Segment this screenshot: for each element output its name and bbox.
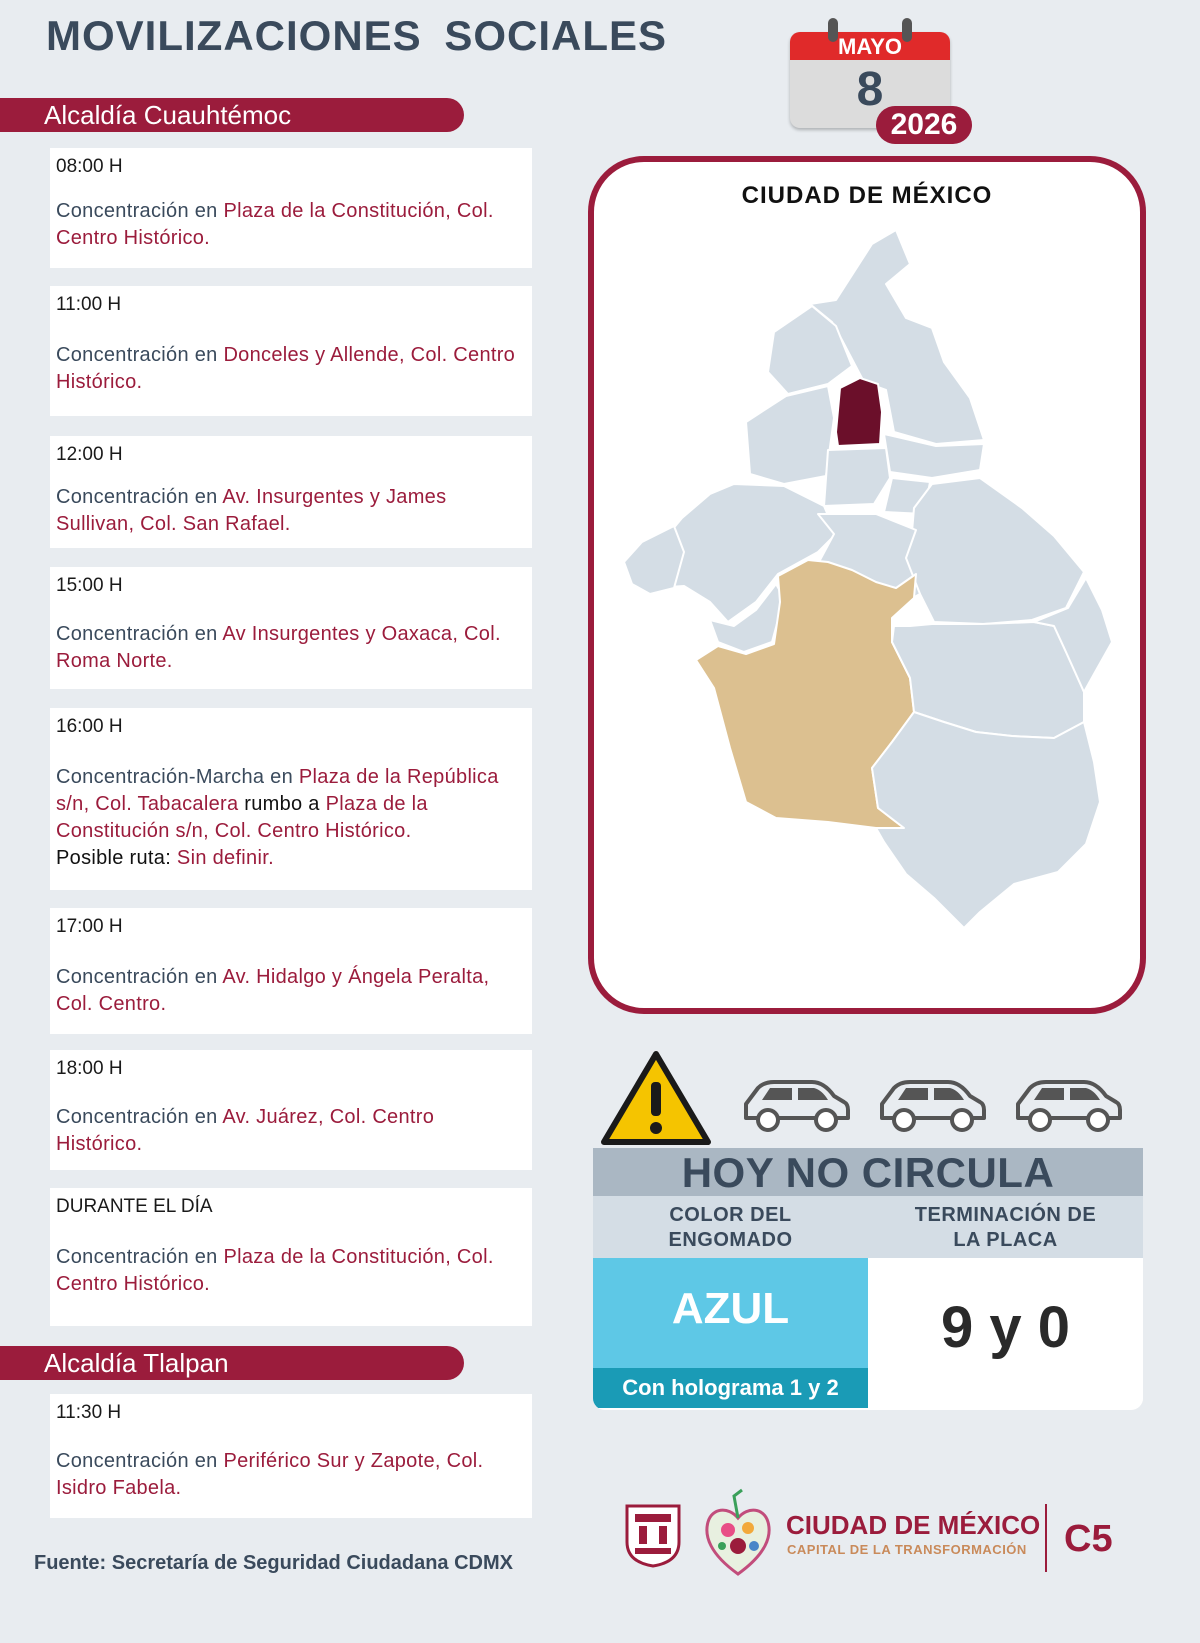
event-location: Plaza de la República s/n, Col. Tabacalera (56, 766, 499, 815)
event-description (56, 1448, 524, 1502)
event-type: Concentración-Marcha (56, 766, 265, 788)
event-time: 16:00 H (56, 716, 123, 737)
event-type: Concentración (56, 1450, 189, 1472)
map-card (588, 156, 1146, 1014)
sticker-color-header (593, 1196, 868, 1258)
event-time: 18:00 H (56, 1058, 123, 1079)
event-connector: en (188, 1106, 223, 1128)
event-connector: en (188, 486, 223, 508)
event-description (56, 964, 524, 1018)
plate-ending-value: 9 y 0 (868, 1258, 1143, 1408)
footer-divider (1045, 1504, 1047, 1572)
header-line: LA PLACA (953, 1229, 1058, 1251)
car-icon (876, 1076, 988, 1134)
event-location: Av. Hidalgo y Ángela Peralta, Col. Centro. (56, 966, 490, 1015)
event-card (50, 567, 532, 689)
source-note: Fuente: Secretaría de Seguridad Ciudadana CDMX (34, 1552, 513, 1574)
event-card (50, 708, 532, 890)
event-location: Donceles y Allende, Col. Centro Histórico. (56, 344, 516, 393)
event-location: Av Insurgentes y Oaxaca, Col. Roma Norte. (56, 623, 501, 672)
sticker-color-value: AZUL (671, 1284, 790, 1333)
map-region (624, 526, 684, 594)
event-route-label: Posible ruta: (56, 847, 172, 869)
cdmx-map (614, 222, 1124, 982)
event-location: Plaza de la Constitución, Col. Centro Histórico. (56, 1246, 494, 1295)
calendar-widget (790, 18, 958, 141)
event-time: 11:00 H (56, 294, 122, 315)
car-icon (740, 1076, 852, 1134)
map-region (904, 478, 1084, 624)
event-description (56, 342, 524, 396)
event-type: Concentración (56, 1106, 189, 1128)
map-region (872, 712, 1100, 928)
event-time: 12:00 H (56, 444, 123, 465)
agency-logo: C5 (1064, 1518, 1113, 1560)
brand-tagline: CAPITAL DE LA TRANSFORMACIÓN (787, 1542, 1027, 1557)
event-type: Concentración (56, 344, 189, 366)
event-connector: en (188, 966, 223, 988)
header-line: TERMINACIÓN DE (914, 1204, 1097, 1226)
hoy-no-circula-panel (593, 1148, 1143, 1410)
event-connector: en (264, 766, 299, 788)
page-title: MOVILIZACIONES SOCIALES (46, 12, 668, 59)
event-card (50, 148, 532, 268)
event-time: DURANTE EL DÍA (56, 1196, 213, 1217)
event-description (56, 1104, 524, 1158)
section-header-tlalpan: Alcaldía Tlalpan (0, 1346, 464, 1380)
event-connector: rumbo a (238, 793, 326, 815)
brand-name: CIUDAD DE MÉXICO (786, 1510, 1041, 1540)
event-time: 11:30 H (56, 1402, 122, 1423)
map-title: CIUDAD DE MÉXICO (741, 182, 993, 209)
event-description (56, 484, 524, 538)
event-route-value: Sin definir. (171, 847, 274, 869)
event-type: Concentración (56, 486, 189, 508)
map-region (746, 386, 834, 484)
calendar-ring-icon (828, 18, 838, 42)
event-card (50, 1050, 532, 1170)
car-icon (1012, 1076, 1124, 1134)
warning-icon (600, 1050, 712, 1148)
event-description (56, 621, 524, 675)
calendar-year: 2026 (876, 106, 972, 144)
header-line: COLOR DEL (669, 1204, 792, 1226)
hoy-no-circula-values (593, 1258, 1143, 1408)
city-shield-logo (623, 1502, 683, 1568)
event-location: Av. Juárez, Col. Centro Histórico. (56, 1106, 435, 1155)
event-description (56, 198, 524, 252)
calendar-month: MAYO (790, 32, 950, 60)
heart-logo (700, 1488, 776, 1580)
event-type: Concentración (56, 1246, 189, 1268)
event-type: Concentración (56, 200, 189, 222)
hoy-no-circula-headers (593, 1196, 1143, 1258)
plate-ending-header (868, 1196, 1143, 1258)
section-header-cuauhtemoc: Alcaldía Cuauhtémoc (0, 98, 464, 132)
event-connector: en (188, 1450, 224, 1472)
event-connector: en (188, 623, 223, 645)
event-time: 08:00 H (56, 156, 123, 177)
event-card (50, 908, 532, 1034)
event-time: 17:00 H (56, 916, 123, 937)
event-description (56, 1244, 524, 1298)
calendar-day: 8 (856, 63, 884, 116)
event-card (50, 1188, 532, 1326)
hologram-note: Con holograma 1 y 2 (593, 1368, 868, 1408)
event-destination: Plaza de la Constitución s/n, Col. Centro Histórico. (56, 793, 428, 842)
event-connector: en (188, 344, 224, 366)
event-card (50, 436, 532, 548)
calendar-ring-icon (902, 18, 912, 42)
event-location: Av. Insurgentes y James Sullivan, Col. San Rafael. (56, 486, 447, 535)
event-card (50, 286, 532, 416)
map-region (824, 448, 890, 506)
event-description (56, 764, 524, 872)
hoy-no-circula-title: HOY NO CIRCULA (593, 1148, 1143, 1196)
event-location: Periférico Sur y Zapote, Col. Isidro Fabela. (56, 1450, 484, 1499)
event-card (50, 1394, 532, 1518)
sticker-color-cell (593, 1258, 868, 1408)
event-connector: en (188, 200, 224, 222)
event-location: Plaza de la Constitución, Col. Centro Histórico. (56, 200, 494, 249)
event-type: Concentración (56, 623, 189, 645)
event-time: 15:00 H (56, 575, 123, 596)
map-region-cuauhtemoc (836, 378, 882, 446)
event-connector: en (188, 1246, 224, 1268)
event-type: Concentración (56, 966, 189, 988)
header-line: ENGOMADO (668, 1229, 793, 1251)
